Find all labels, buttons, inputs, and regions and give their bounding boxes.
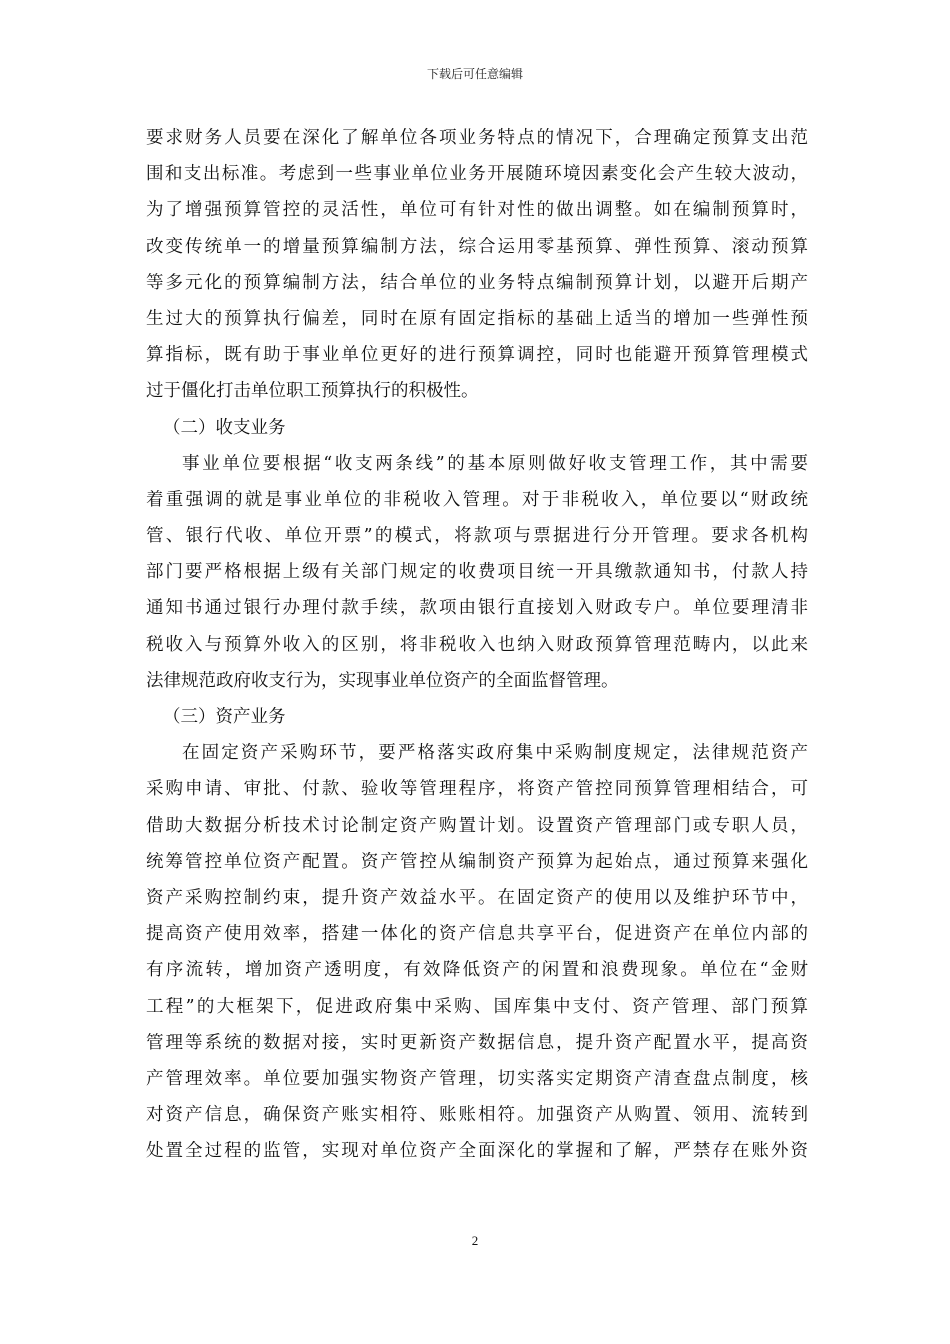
text-line: 着重强调的就是事业单位的非税收入管理。对于非税收入，单位要以“财政统 <box>146 489 808 510</box>
text-line: 改变传统单一的增量预算编制方法，综合运用零基预算、弹性预算、滚动预算 <box>146 236 808 257</box>
text-line: 在固定资产采购环节，要严格落实政府集中采购制度规定，法律规范资产 <box>182 743 808 764</box>
text-line: 通知书通过银行办理付款手续，款项由银行直接划入财政专户。单位要理清非 <box>146 598 808 619</box>
text-line: 过于僵化打击单位职工预算执行的积极性。 <box>146 381 479 402</box>
section-heading: （三）资产业务 <box>163 707 286 727</box>
text-line: 借助大数据分析技术讨论制定资产购置计划。设置资产管理部门或专职人员， <box>146 815 808 836</box>
text-line: 生过大的预算执行偏差，同时在原有固定指标的基础上适当的增加一些弹性预 <box>146 308 808 329</box>
text-line: 有序流转，增加资产透明度，有效降低资产的闲置和浪费现象。单位在“金财 <box>146 960 808 981</box>
text-line: 提高资产使用效率，搭建一体化的资产信息共享平台，促进资产在单位内部的 <box>146 924 808 945</box>
text-line: 等多元化的预算编制方法，结合单位的业务特点编制预算计划，以避开后期产 <box>146 272 808 293</box>
text-line: 产管理效率。单位要加强实物资产管理，切实落实定期资产清查盘点制度，核 <box>146 1068 808 1089</box>
text-line: 处置全过程的监管，实现对单位资产全面深化的掌握和了解，严禁存在账外资 <box>146 1141 808 1162</box>
text-line: 税收入与预算外收入的区别，将非税收入也纳入财政预算管理范畴内，以此来 <box>146 634 808 655</box>
text-line: 法律规范政府收支行为，实现事业单位资产的全面监督管理。 <box>146 670 619 691</box>
section-heading: （二）收支业务 <box>163 417 286 438</box>
text-line: 要求财务人员要在深化了解单位各项业务特点的情况下，合理确定预算支出范 <box>146 128 808 148</box>
text-line: 资产采购控制约束，提升资产效益水平。在固定资产的使用以及维护环节中， <box>146 887 808 908</box>
text-line: 算指标，既有助于事业单位更好的进行预算调控，同时也能避开预算管理模式 <box>146 345 808 366</box>
text-line: 统筹管控单位资产配置。资产管控从编制资产预算为起始点，通过预算来强化 <box>146 851 808 872</box>
text-line: 为了增强预算管控的灵活性，单位可有针对性的做出调整。如在编制预算时， <box>146 200 808 221</box>
text-line: 部门要严格根据上级有关部门规定的收费项目统一开具缴款通知书，付款人持 <box>146 562 808 583</box>
text-line: 工程”的大框架下，促进政府集中采购、国库集中支付、资产管理、部门预算 <box>146 996 808 1017</box>
text-line: 采购申请、审批、付款、验收等管理程序，将资产管控同预算管理相结合，可 <box>146 779 808 800</box>
page-number: 2 <box>471 1233 479 1248</box>
text-line: 管理等系统的数据对接，实时更新资产数据信息，提升资产配置水平，提高资 <box>146 1032 808 1053</box>
text-line: 对资产信息，确保资产账实相符、账账相符。加强资产从购置、领用、流转到 <box>146 1105 808 1126</box>
text-line: 围和支出标准。考虑到一些事业单位业务开展随环境因素变化会产生较大波动， <box>146 164 808 185</box>
text-line: 事业单位要根据“收支两条线”的基本原则做好收支管理工作，其中需要 <box>182 453 808 474</box>
text-line: 管、银行代收、单位开票”的模式，将款项与票据进行分开管理。要求各机构 <box>146 526 808 547</box>
document-body <box>146 120 808 1169</box>
page-header: 下载后可任意编辑 <box>426 67 523 81</box>
